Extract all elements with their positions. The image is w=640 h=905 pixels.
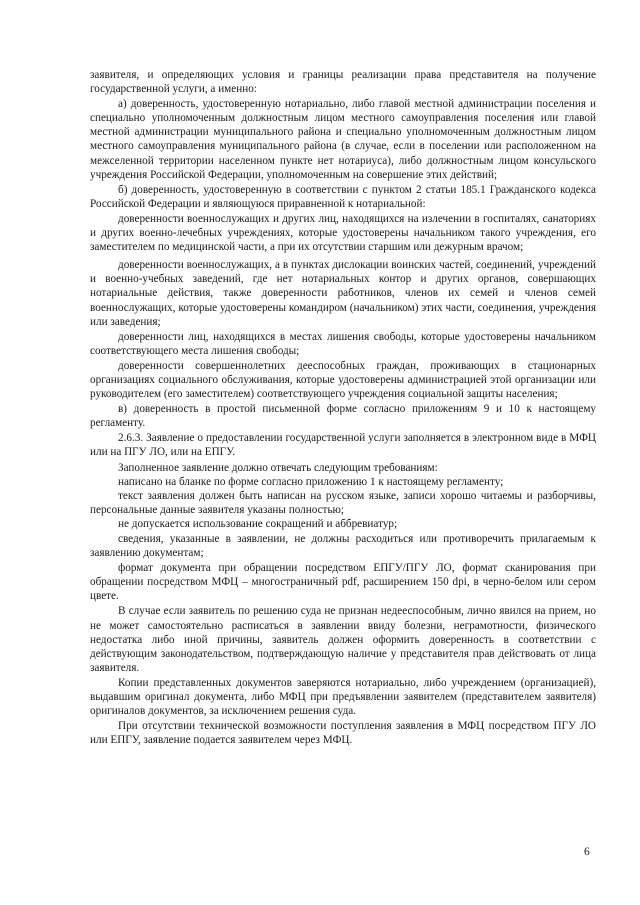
paragraph-requirements-intro: Заполненное заявление должно отвечать следующим требованиям:: [118, 461, 438, 474]
paragraph-military-hospital: доверенности военнослужащих и других лиц, находящихся на излечении в госпиталях, санаториях и других военно-лечебных учреждениях, которые удостоверены начальником такого учреждения, его заместителем по медицинской части, а при их отсутствии старшим или дежурным врачом;: [90, 212, 596, 254]
paragraph-2-6-3: 2.6.3. Заявление о предоставлении государственной услуги заполняется в электронном виде в МФЦ или на ПГУ ЛО, или на ЕПГУ.: [90, 432, 596, 459]
paragraph-item-b: б) доверенность, удостоверенную в соответствии с пунктом 2 статьи 185.1 Гражданского кодекса Российской Федерации и являющуюся приравненной к нотариальной:: [90, 183, 596, 210]
paragraph-representative-rights: заявителя, и определяющих условия и границы реализации права представителя на получение государственной услуги, а именно:: [90, 69, 596, 96]
paragraph-item-a: а) доверенность, удостоверенную нотариально, либо главой местной администрации поселения и специально уполномоченным должностным лицом местного самоуправления поселения или главой местной администрации муниципального района и специально уполномоченным должностным лицом местного самоуправления муниципального района (в случае, если в поселении или расположенном на межселенной территории населенном пункте нет нотариуса), либо должностным лицом консульского учреждения Российской Федерации, уполномоченным на совершение этих действий;: [90, 98, 596, 181]
paragraph-social-institutions: доверенности совершеннолетних дееспособных граждан, проживающих в стационарных организациях социального обслуживания, которые удостоверены администрацией этой организации или руководителем (его заместителем) соответствующего учреждения социальной защиты населения;: [90, 359, 596, 401]
paragraph-signature-inability: В случае если заявитель по решению суда не признан недееспособным, лично явился на прием, но не может самостоятельно расписаться в заявлении ввиду болезни, неграмотности, физического недостатка либо иной причины, заявитель должен оформить доверенность в соответствии с действующим законодательством, подтверждающую наличие у представителя прав действовать от лица заявителя.: [90, 605, 596, 674]
paragraph-requirement-format: формат документа при обращении посредством ЕПГУ/ПГУ ЛО, формат сканирования при обращении посредством МФЦ – многостраничный pdf, расширением 150 dpi, в черно-белом или сером цвете.: [90, 562, 596, 603]
paragraph-detention: доверенности лиц, находящихся в местах лишения свободы, которые удостоверены начальником соответствующего места лишения свободы;: [90, 330, 596, 357]
paragraph-item-v: в) доверенность в простой письменной форме согласно приложениям 9 и 10 к настоящему регламенту.: [90, 403, 596, 430]
paragraph-copies-certification: Копии представленных документов заверяются нотариально, либо учреждением (организацией), выдавшим оригинал документа, либо МФЦ при предъявлении заявителем (представителем заявителя) оригиналов документов, за исключением решения суда.: [90, 676, 596, 718]
paragraph-requirement-language: текст заявления должен быть написан на русском языке, записи хорошо читаемы и разборчивы, персональные данные заявителя указаны полностью;: [90, 489, 596, 516]
paragraph-requirement-form: написано на бланке по форме согласно приложению 1 к настоящему регламенту;: [118, 475, 504, 488]
page-number: 6: [584, 846, 590, 858]
paragraph-requirement-consistency: сведения, указанные в заявлении, не должны расходиться или противоречить прилагаемым к заявлению документам;: [90, 533, 596, 560]
paragraph-no-technical-possibility: При отсутствии технической возможности поступления заявления в МФЦ посредством ПГУ ЛО или ЕПГУ, заявление подается заявителем через МФЦ.: [90, 720, 596, 747]
paragraph-military-units: доверенности военнослужащих, а в пунктах дислокации воинских частей, соединений, учреждений и военно-учебных заведений, где нет нотариальных контор и других органов, совершающих нотариальные действия, также доверенности работников, членов их семей и членов семей военнослужащих, которые удостоверены командиром (начальником) этих части, соединения, учреждения или заведения;: [90, 259, 596, 328]
paragraph-requirement-abbreviations: не допускается использование сокращений и аббревиатур;: [118, 517, 398, 530]
